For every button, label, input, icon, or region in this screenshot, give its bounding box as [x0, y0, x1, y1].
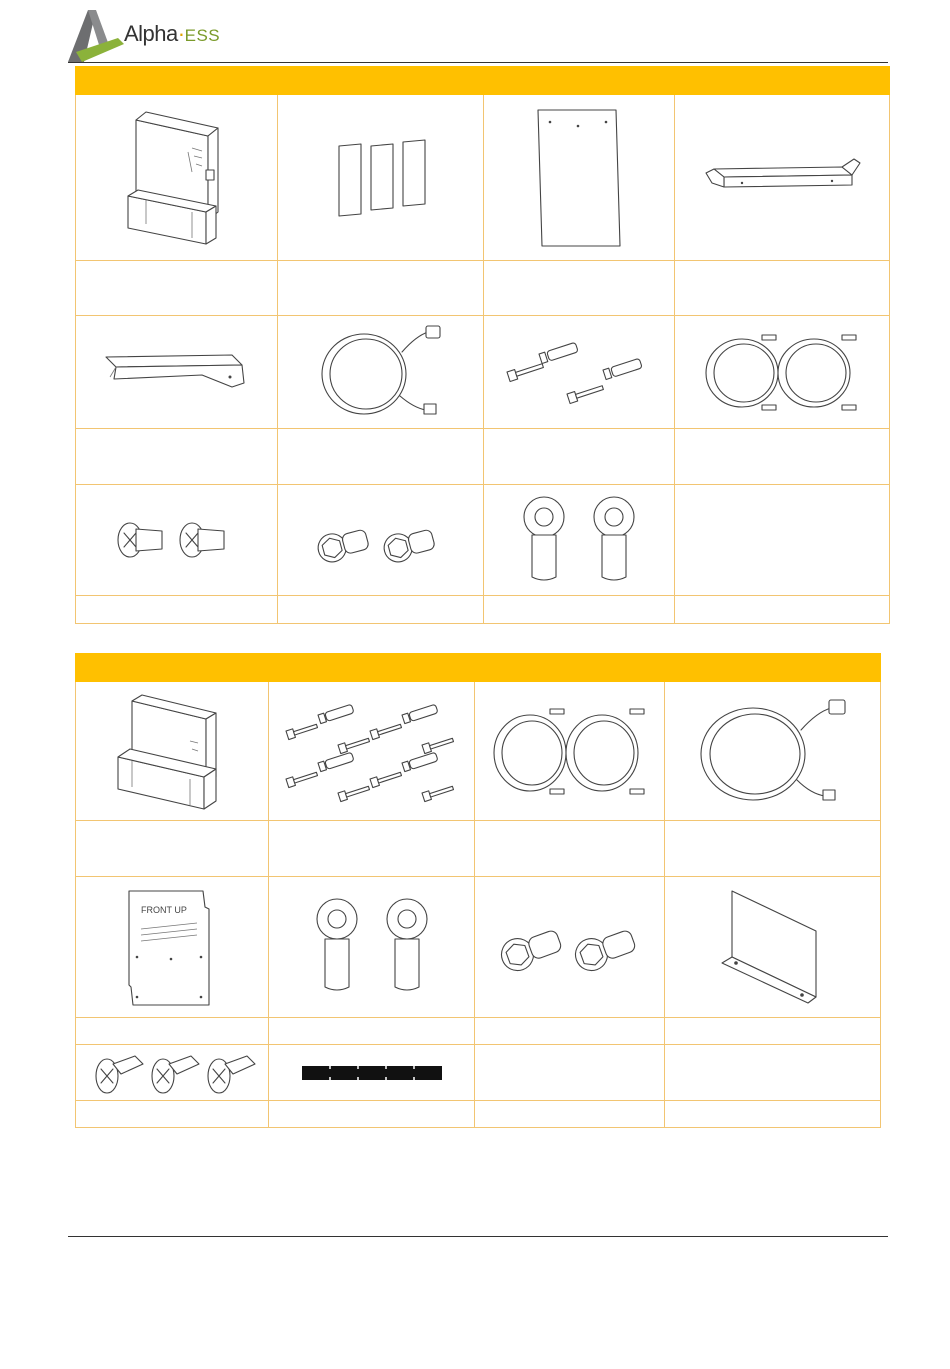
- image-cell-insulation-pads: [278, 95, 484, 261]
- image-cell-power-cables: [475, 682, 665, 821]
- part-label: [76, 1018, 269, 1045]
- hex-bolts-washers-icon: [495, 907, 645, 987]
- flat-head-screws-icon: [87, 1050, 257, 1096]
- image-cell-ring-terminals: [484, 485, 675, 596]
- part-label: [665, 1018, 881, 1045]
- logo-mark-icon: [66, 8, 126, 64]
- part-label: [475, 821, 665, 877]
- ring-terminals-icon: [514, 495, 644, 585]
- image-cell-expansion-bolts: [484, 316, 675, 429]
- image-cell-l-bracket: [665, 877, 881, 1018]
- part-label: [675, 429, 890, 485]
- part-label: [484, 261, 675, 316]
- ring-terminals-icon: [307, 897, 437, 997]
- part-label: [76, 596, 278, 624]
- part-label: [278, 429, 484, 485]
- header-rule: [68, 62, 888, 63]
- part-label: [269, 1018, 475, 1045]
- image-cell-battery-module: [76, 682, 269, 821]
- image-cell-flat-head-screws: [76, 1045, 269, 1101]
- package-contents-table-1: [75, 66, 890, 624]
- part-label: [675, 261, 890, 316]
- power-cables-icon: [490, 701, 650, 801]
- angle-bracket-icon: [102, 347, 252, 397]
- insulation-pads-icon: [331, 138, 431, 218]
- image-cell-cable-tie-strip: [269, 1045, 475, 1101]
- part-label: [278, 261, 484, 316]
- image-cell-communication-cable: [665, 682, 881, 821]
- part-label: [475, 1018, 665, 1045]
- image-cell-inverter: [76, 95, 278, 261]
- part-label: [665, 1101, 881, 1128]
- communication-cable-icon: [316, 322, 446, 422]
- part-label: [475, 1101, 665, 1128]
- front-up-print: FRONT UP: [141, 905, 187, 915]
- alpha-ess-logo: [66, 8, 226, 64]
- image-cell-wall-bracket: [675, 95, 890, 261]
- back-plate-icon: [534, 108, 624, 248]
- image-cell-flat-head-screws: [76, 485, 278, 596]
- battery-module-icon: [112, 691, 232, 811]
- image-cell-communication-cable: [278, 316, 484, 429]
- part-label: [484, 596, 675, 624]
- l-bracket-icon: [718, 887, 828, 1007]
- part-label: [76, 821, 269, 877]
- part-label: [76, 429, 278, 485]
- cable-tie-strip-icon: [300, 1063, 444, 1083]
- part-label: [269, 821, 475, 877]
- image-cell-hex-bolts: [475, 877, 665, 1018]
- mounting-plate-icon: [127, 887, 217, 1007]
- image-cell-empty: [665, 1045, 881, 1101]
- communication-cable-icon: [693, 696, 853, 806]
- hex-bolts-washers-icon: [311, 510, 451, 570]
- expansion-bolts-icon: [499, 332, 659, 412]
- part-label: [269, 1101, 475, 1128]
- power-cables-icon: [702, 327, 862, 417]
- expansion-bolts-set-icon: [282, 701, 462, 801]
- image-cell-back-plate: [484, 95, 675, 261]
- footer-rule: [68, 1236, 888, 1237]
- package-contents-table-2: [75, 653, 881, 1128]
- image-cell-power-cables: [675, 316, 890, 429]
- image-cell-angle-bracket: [76, 316, 278, 429]
- image-cell-expansion-bolts-set: [269, 682, 475, 821]
- wall-bracket-icon: [702, 153, 862, 203]
- image-cell-ring-terminals: [269, 877, 475, 1018]
- image-cell-empty: [475, 1045, 665, 1101]
- flat-head-screws-icon: [112, 515, 242, 565]
- part-label: [278, 596, 484, 624]
- image-cell-hex-bolts: [278, 485, 484, 596]
- part-label: [76, 261, 278, 316]
- table-header-bar: [76, 654, 881, 682]
- part-label: [665, 821, 881, 877]
- inverter-unit-icon: [122, 108, 232, 248]
- part-label: [76, 1101, 269, 1128]
- part-label: [484, 429, 675, 485]
- part-label: [675, 596, 890, 624]
- table-header-bar: [76, 67, 890, 95]
- logo-text: Alpha·ESS: [124, 21, 221, 46]
- image-cell-mounting-plate: [76, 877, 269, 1018]
- image-cell-empty: [675, 485, 890, 596]
